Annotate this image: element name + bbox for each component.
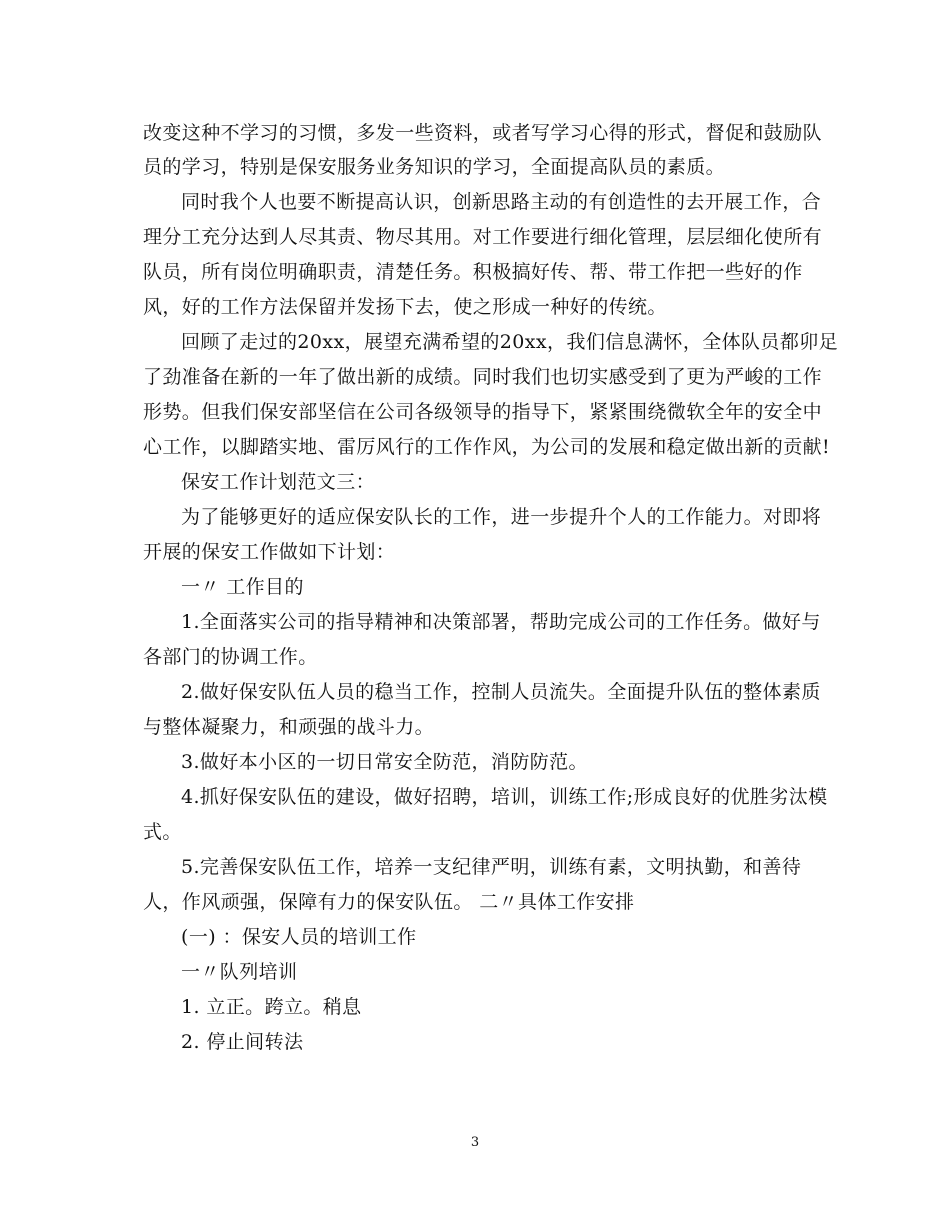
text-line: 了劲准备在新的一年了做出新的成绩。同时我们也切实感受到了更为严峻的工作 bbox=[143, 366, 823, 388]
subsection-heading: 一〃 工作目的 bbox=[181, 576, 304, 598]
text-line: 为了能够更好的适应保安队长的工作，进一步提升个人的工作能力。对即将 bbox=[181, 506, 822, 528]
subsection-heading: 一〃队列培训 bbox=[181, 961, 298, 983]
text-line: 回顾了走过的20xx，展望充满希望的20xx，我们信息满怀，全体队员都卯足 bbox=[181, 331, 839, 353]
text-line: 改变这种不学习的习惯，多发一些资料，或者写学习心得的形式，督促和鼓励队 bbox=[143, 122, 823, 144]
subsection-heading: (一) ：保安人员的培训工作 bbox=[181, 926, 417, 948]
text-line: 心工作，以脚踏实地、雷厉风行的工作作风，为公司的发展和稳定做出新的贡献! bbox=[143, 436, 831, 458]
list-item: 5.完善保安队伍工作，培养一支纪律严明，训练有素，文明执勤，和善待 bbox=[181, 856, 802, 878]
text-line: 人，作风顽强，保障有力的保安队伍。 二〃具体工作安排 bbox=[143, 891, 635, 913]
text-line: 队员，所有岗位明确职责，清楚任务。积极搞好传、帮、带工作把一些好的作 bbox=[143, 261, 803, 283]
page-number: 3 bbox=[470, 1135, 480, 1150]
list-item: 3.做好本小区的一切日常安全防范，消防防范。 bbox=[181, 751, 588, 773]
list-item: 2.做好保安队伍人员的稳当工作，控制人员流失。全面提升队伍的整体素质 bbox=[181, 681, 821, 703]
text-line: 式。 bbox=[143, 821, 182, 843]
text-line: 开展的保安工作做如下计划： bbox=[143, 541, 396, 563]
text-line: 各部门的协调工作。 bbox=[143, 646, 318, 668]
text-line: 与整体凝聚力，和顽强的战斗力。 bbox=[143, 716, 435, 738]
text-line: 风，好的工作方法保留并发扬下去，使之形成一种好的传统。 bbox=[143, 296, 667, 318]
text-line: 同时我个人也要不断提高认识，创新思路主动的有创造性的去开展工作，合 bbox=[181, 191, 822, 213]
text-line: 理分工充分达到人尽其责、物尽其用。对工作要进行细化管理，层层细化使所有 bbox=[143, 226, 823, 248]
list-item: 4.抓好保安队伍的建设，做好招聘，培训，训练工作;形成良好的优胜劣汰模 bbox=[181, 786, 828, 808]
list-item: 1. 立正。跨立。稍息 bbox=[181, 996, 362, 1018]
list-item: 1.全面落实公司的指导精神和决策部署，帮助完成公司的工作任务。做好与 bbox=[181, 611, 821, 633]
text-line: 形势。但我们保安部坚信在公司各级领导的指导下，紧紧围绕微软全年的安全中 bbox=[143, 401, 823, 423]
section-heading: 保安工作计划范文三： bbox=[181, 471, 376, 493]
text-line: 员的学习，特别是保安服务业务知识的学习，全面提高队员的素质。 bbox=[143, 156, 726, 178]
list-item: 2. 停止间转法 bbox=[181, 1031, 304, 1053]
